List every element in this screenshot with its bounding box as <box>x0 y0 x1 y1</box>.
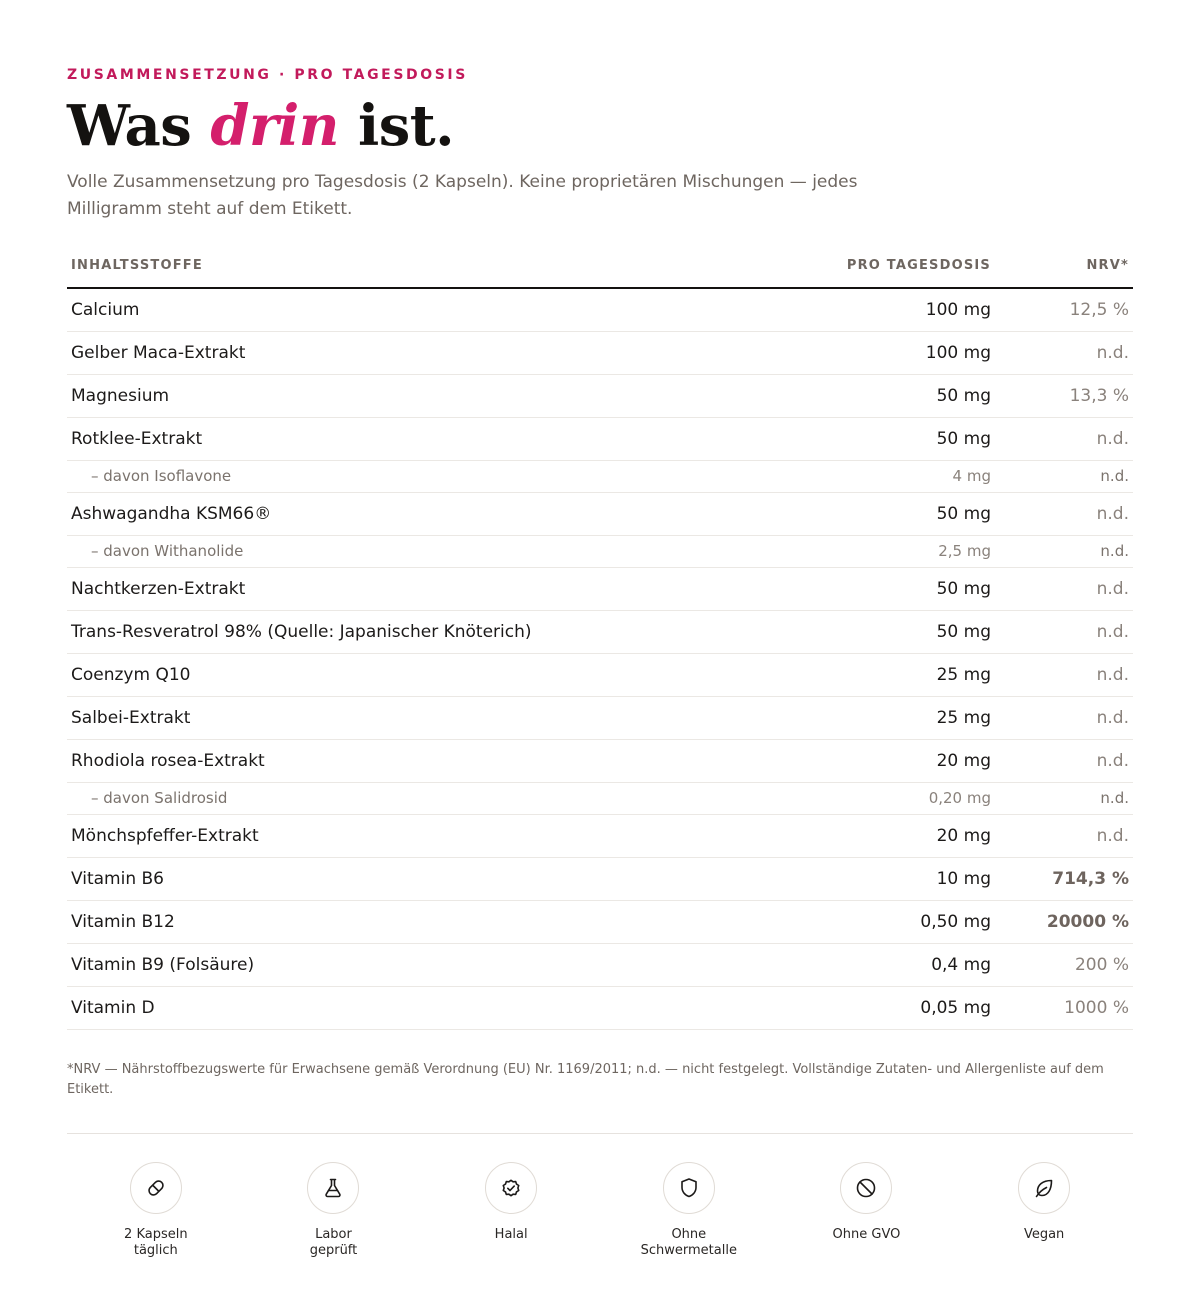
column-header-dose: PRO TAGESDOSIS <box>835 244 995 288</box>
ingredient-dose: 20 mg <box>835 814 995 857</box>
ingredient-nrv: n.d. <box>995 653 1133 696</box>
divider <box>67 1133 1133 1134</box>
title-accent: drin <box>210 93 339 159</box>
table-row <box>67 492 1133 535</box>
table-row <box>67 739 1133 782</box>
ingredient-nrv: n.d. <box>995 610 1133 653</box>
ingredient-name: Vitamin B9 (Folsäure) <box>67 943 835 986</box>
ingredient-nrv: n.d. <box>995 460 1133 492</box>
ingredient-name: Coenzym Q10 <box>67 653 835 696</box>
ingredient-dose: 50 mg <box>835 610 995 653</box>
ingredient-name: – davon Isoflavone <box>67 460 835 492</box>
table-row <box>67 986 1133 1029</box>
ingredient-dose: 100 mg <box>835 288 995 331</box>
ingredient-nrv: n.d. <box>995 696 1133 739</box>
feature-badge-label: 2 Kapseln täglich <box>124 1227 188 1258</box>
ingredient-dose: 50 mg <box>835 567 995 610</box>
ingredient-name: Vitamin B6 <box>67 857 835 900</box>
feature-badge <box>436 1162 586 1259</box>
ingredient-name: Mönchspfeffer-Extrakt <box>67 814 835 857</box>
table-row <box>67 943 1133 986</box>
feature-badge-label: Ohne Schwermetalle <box>640 1227 737 1258</box>
ingredient-nrv: 20000 % <box>995 900 1133 943</box>
footnote: *NRV — Nährstoffbezugswerte für Erwachsene gemäß Verordnung (EU) Nr. 1169/2011; n.d. — nicht festgelegt. Vollständige Zutaten- und Allergenliste auf dem Etikett. <box>67 1062 1104 1097</box>
column-header-ingredients: INHALTSSTOFFE <box>67 244 835 288</box>
prohibited-icon <box>840 1162 892 1214</box>
ingredient-nrv: n.d. <box>995 535 1133 567</box>
ingredient-name: Rhodiola rosea-Extrakt <box>67 739 835 782</box>
ingredient-name: Salbei-Extrakt <box>67 696 835 739</box>
title-part-before: Was <box>67 93 211 159</box>
ingredient-dose: 0,50 mg <box>835 900 995 943</box>
ingredient-dose: 25 mg <box>835 696 995 739</box>
table-row <box>67 288 1133 331</box>
ingredient-dose: 4 mg <box>835 460 995 492</box>
ingredients-table-body <box>67 288 1133 1029</box>
table-subrow <box>67 782 1133 814</box>
page-title <box>67 88 454 164</box>
ingredient-name: Vitamin B12 <box>67 900 835 943</box>
table-row <box>67 900 1133 943</box>
ingredient-name: Gelber Maca-Extrakt <box>67 331 835 374</box>
ingredient-dose: 0,05 mg <box>835 986 995 1029</box>
table-row <box>67 857 1133 900</box>
ingredient-nrv: n.d. <box>995 331 1133 374</box>
lead-text: Volle Zusammensetzung pro Tagesdosis (2 Kapseln). Keine proprietären Mischungen — jedes Milligramm steht auf dem Etikett. <box>67 172 858 219</box>
leaf-icon <box>1018 1162 1070 1214</box>
feature-badge-label: Halal <box>494 1227 528 1242</box>
ingredient-dose: 100 mg <box>835 331 995 374</box>
capsule-icon <box>130 1162 182 1214</box>
feature-badge <box>791 1162 941 1259</box>
ingredient-name: – davon Withanolide <box>67 535 835 567</box>
ingredient-name: Vitamin D <box>67 986 835 1029</box>
ingredient-nrv: n.d. <box>995 814 1133 857</box>
ingredient-name: Calcium <box>67 288 835 331</box>
feature-badge <box>614 1162 764 1259</box>
ingredient-dose: 50 mg <box>835 417 995 460</box>
ingredient-dose: 20 mg <box>835 739 995 782</box>
table-header-row <box>67 244 1133 288</box>
flask-icon <box>307 1162 359 1214</box>
ingredient-nrv: n.d. <box>995 739 1133 782</box>
table-row <box>67 374 1133 417</box>
ingredient-name: Nachtkerzen-Extrakt <box>67 567 835 610</box>
ingredient-dose: 25 mg <box>835 653 995 696</box>
ingredient-nrv: 200 % <box>995 943 1133 986</box>
title-part-after: ist. <box>339 93 455 159</box>
ingredient-dose: 0,20 mg <box>835 782 995 814</box>
feature-badges <box>67 1162 1133 1259</box>
table-subrow <box>67 535 1133 567</box>
feature-badge <box>258 1162 408 1259</box>
table-row <box>67 331 1133 374</box>
section-eyebrow: ZUSAMMENSETZUNG · PRO TAGESDOSIS <box>67 67 468 83</box>
feature-badge-label: Vegan <box>1023 1227 1065 1242</box>
ingredient-name: – davon Salidrosid <box>67 782 835 814</box>
ingredient-dose: 2,5 mg <box>835 535 995 567</box>
feature-badge <box>969 1162 1119 1259</box>
table-row <box>67 696 1133 739</box>
ingredients-table <box>67 244 1133 1030</box>
ingredient-dose: 10 mg <box>835 857 995 900</box>
ingredient-nrv: n.d. <box>995 567 1133 610</box>
table-row <box>67 610 1133 653</box>
ingredient-dose: 50 mg <box>835 492 995 535</box>
ingredient-name: Magnesium <box>67 374 835 417</box>
ingredient-nrv: n.d. <box>995 782 1133 814</box>
ingredient-nrv: 1000 % <box>995 986 1133 1029</box>
ingredient-dose: 50 mg <box>835 374 995 417</box>
ingredient-name: Rotklee-Extrakt <box>67 417 835 460</box>
shield-icon <box>663 1162 715 1214</box>
feature-badge-label: Labor geprüft <box>309 1227 358 1258</box>
ingredient-dose: 0,4 mg <box>835 943 995 986</box>
seal-check-icon <box>485 1162 537 1214</box>
table-row <box>67 567 1133 610</box>
ingredient-nrv: n.d. <box>995 417 1133 460</box>
feature-badge-label: Ohne GVO <box>832 1227 901 1242</box>
table-subrow <box>67 460 1133 492</box>
ingredient-nrv: 714,3 % <box>995 857 1133 900</box>
ingredient-name: Trans-Resveratrol 98% (Quelle: Japanischer Knöterich) <box>67 610 835 653</box>
feature-badge <box>81 1162 231 1259</box>
table-row <box>67 417 1133 460</box>
ingredient-name: Ashwagandha KSM66® <box>67 492 835 535</box>
ingredient-nrv: n.d. <box>995 492 1133 535</box>
table-row <box>67 653 1133 696</box>
ingredient-nrv: 13,3 % <box>995 374 1133 417</box>
column-header-nrv: NRV* <box>995 244 1133 288</box>
table-row <box>67 814 1133 857</box>
ingredient-nrv: 12,5 % <box>995 288 1133 331</box>
